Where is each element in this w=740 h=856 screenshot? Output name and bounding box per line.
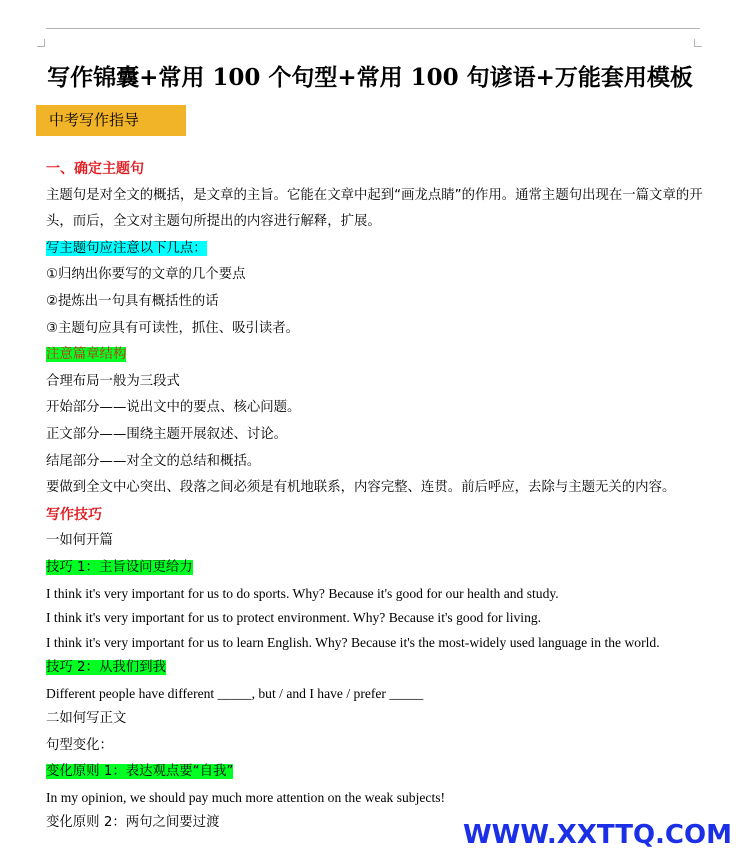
list-item: ①归纳出你要写的文章的几个要点 — [46, 267, 246, 283]
structure-line: 结尾部分——对全文的总结和概括。 — [46, 453, 261, 469]
highlight-principle-1: 变化原则 1：表达观点要“自我” — [46, 764, 234, 780]
margin-corner-mark-left — [37, 39, 45, 47]
structure-line: 合理布局一般为三段式 — [46, 373, 180, 389]
margin-corner-mark-right — [694, 39, 702, 47]
example-sentence: In my opinion, we should pay much more attention on the weak subjects! — [46, 789, 446, 805]
example-sentence: I think it's very important for us to do sports. Why? Because it's good for our health and study. — [46, 585, 559, 601]
section-banner: 中考写作指导 — [36, 105, 186, 136]
list-item: ③主题句应具有可读性，抓住、吸引读者。 — [46, 320, 300, 336]
document-body — [46, 156, 716, 837]
example-sentence: I think it's very important for us to learn English. Why? Because it's the most-widely used language in the world. — [46, 634, 660, 650]
paragraph-topic-sentence: 主题句是对全文的概括，是文章的主旨。它能在文章中起到“画龙点睛”的作用。通常主题句出现在一篇文章的开头，而后，全文对主题句所提出的内容进行解释，扩展。 — [46, 187, 703, 230]
highlight-structure: 注意篇章结构 — [46, 347, 127, 363]
principle-2: 变化原则 2：两句之间要过渡 — [46, 815, 220, 831]
structure-line: 开始部分——说出文中的要点、核心问题。 — [46, 400, 301, 416]
structure-line: 正文部分——围绕主题开展叙述、讨论。 — [46, 426, 288, 442]
subheading-body: 二如何写正文 — [46, 711, 127, 727]
structure-line: 要做到全文中心突出、段落之间必须是有机地联系，内容完整、连贯。前后呼应，去除与主题无关的内容。 — [46, 480, 676, 496]
list-item: ②提炼出一句具有概括性的话 — [46, 293, 219, 309]
example-sentence: Different people have different _____, but / and I have / prefer _____ — [46, 685, 424, 701]
section-heading-writing-skills: 写作技巧 — [46, 506, 102, 523]
highlight-topic-sentence-tips: 写主题句应注意以下几点： — [46, 240, 207, 256]
highlight-skill-2: 技巧 2：从我们到我 — [46, 660, 166, 675]
highlight-skill-1: 技巧 1：主旨设问更给力 — [46, 559, 193, 575]
subheading-opening: 一如何开篇 — [46, 533, 113, 549]
example-sentence: I think it's very important for us to protect environment. Why? Because it's good for living. — [46, 610, 542, 625]
subheading-sentence-variation: 句型变化： — [46, 737, 113, 753]
section-heading-topic-sentence: 一、确定主题句 — [46, 161, 144, 177]
page-title: 写作锦囊+常用 100 个句型+常用 100 句谚语+万能套用模板 — [47, 64, 693, 91]
watermark-logo: WWW.XXTTQ.COM — [461, 816, 734, 854]
page-top-rule — [46, 28, 700, 29]
